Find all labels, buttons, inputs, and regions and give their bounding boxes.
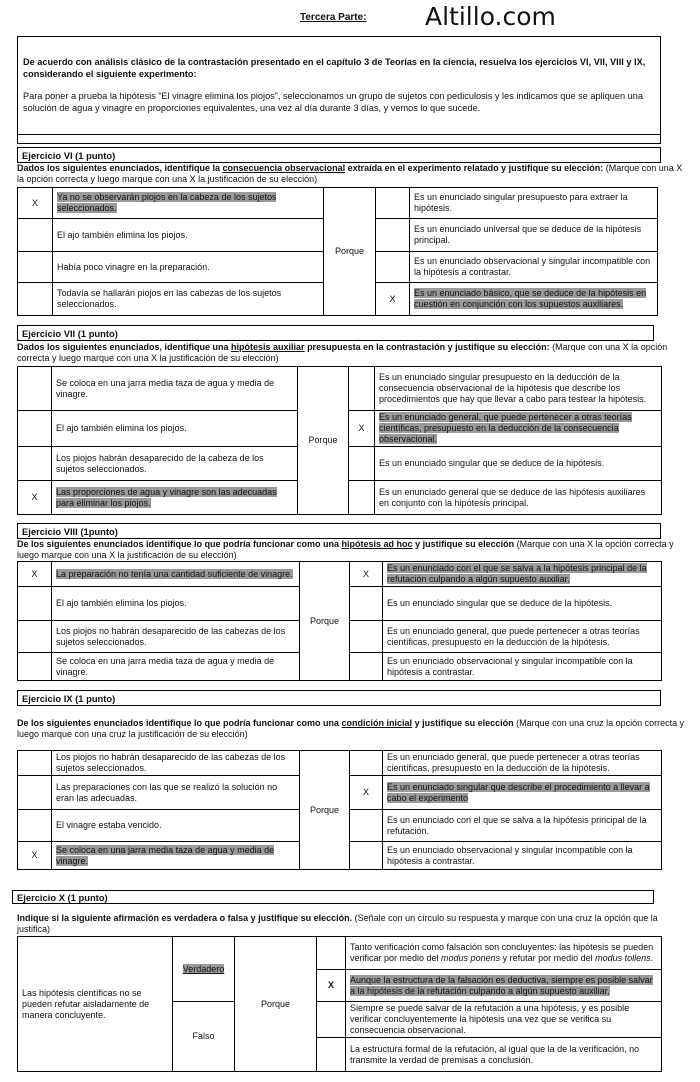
intro-instruction: De acuerdo con análisis clásico de la contrastación presentado en el capítulo 3 de Teorías en la ciencia, resuelva los ejercicios VI, VII, VIII y IX, considerando el siguiente experimento: [23,57,646,79]
intro-experiment: Para poner a prueba la hipótesis “El vinagre elimina los piojos”, seleccionamos un grupo de sujetos con pediculosis y les indicamos que se apliquen una solución de agua y vinagre en proporciones equivalentes, una vez al día durante 3 días, y vemos lo que sucede. [23,91,644,113]
ex9-right-option-3[interactable]: Es un enunciado con el que se salva a la hipótesis principal de la refutación. [383,810,662,842]
ex8-left-mark-4[interactable] [18,653,52,681]
ex7-table [17,366,662,515]
ex7-right-mark-1[interactable] [349,367,375,411]
ex6-instructions: Dados los siguientes enunciados, identifique la consecuencia observacional extraída en el experimento relatado y justifique su elección: (Marque con una X la opción correcta y luego marque con una X la justificación de su elección) [17,163,683,184]
ex7-left-option-2[interactable]: El ajo también elimina los piojos. [52,411,298,447]
ex7-right-mark-2[interactable]: X [349,411,375,447]
ex7-left-option-1[interactable]: Se coloca en una jarra media taza de agua y media de vinagre. [52,367,298,411]
ex7-right-option-4[interactable]: Es un enunciado general que se deduce de las hipótesis auxiliares en conjunto con la hipótesis principal. [375,481,662,515]
ex10-false-option[interactable]: Falso [173,1002,235,1072]
ex8-right-mark-1[interactable]: X [350,562,383,587]
ex10-right-option-3[interactable]: Siempre se puede salvar de la refutación a una hipótesis, y es posible verificar concluyentemente la hipótesis una vez que se verifica su consecuencia observacional. [346,1002,662,1038]
ex6-table [17,187,658,316]
ex7-left-option-4[interactable]: Las proporciones de agua y vinagre son las adecuadas para eliminar los piojos. [52,481,298,515]
ex9-right-option-1[interactable]: Es un enunciado general, que puede pertenecer a otras teorías científicas, presupuesto en la deducción de la hipótesis. [383,751,662,776]
intro-divider [17,134,661,144]
ex8-instructions: De los siguientes enunciados identifique lo que podría funcionar como una hipótesis ad hoc y justifique su elección (Marque con una X la opción correcta y luego marque con una X la justificación de su elección) [17,539,674,560]
ex6-right-mark-4[interactable]: X [376,283,410,316]
ex8-right-option-4[interactable]: Es un enunciado observacional y singular incompatible con la hipótesis a contrastar. [383,653,662,681]
ex9-right-mark-1[interactable] [350,751,383,776]
ex6-left-option-1[interactable]: Ya no se observarán piojos en la cabeza de los sujetos seleccionados. [53,188,324,219]
ex6-left-mark-4[interactable] [18,283,53,316]
ex9-right-option-4[interactable]: Es un enunciado observacional y singular incompatible con la hipótesis a contrastar. [383,842,662,870]
ex8-table [17,561,662,681]
ex7-right-mark-4[interactable] [349,481,375,515]
ex7-right-option-3[interactable]: Es un enunciado singular que se deduce de la hipótesis. [375,447,662,481]
ex8-left-option-3[interactable]: Los piojos no habrán desaparecido de las cabezas de los sujetos seleccionados. [52,621,300,653]
ex7-left-mark-4[interactable]: X [18,481,52,515]
ex9-left-option-1[interactable]: Los piojos no habrán desaparecido de las cabezas de los sujetos seleccionados. [52,751,300,776]
ex7-instructions: Dados los siguientes enunciados, identifique una hipótesis auxiliar presupuesta en la contrastación y justifique su elección: (Marque con una X la opción correcta y luego marque con una X la justificación de su elección) [17,342,668,363]
ex9-right-option-2[interactable]: Es un enunciado singular que describe el procedimiento a llevar a cabo el experimento [383,776,662,810]
ex6-left-option-4[interactable]: Todavía se hallarán piojos en las cabezas de los sujetos seleccionados. [53,283,324,316]
ex10-right-mark-2[interactable]: X [317,970,346,1002]
ex9-right-mark-3[interactable] [350,810,383,842]
ex10-table [17,936,662,1072]
ex6-left-mark-3[interactable] [18,252,53,283]
ex9-left-option-2[interactable]: Las preparaciones con las que se realizó la solución no eran las adecuadas. [52,776,300,810]
ex7-title: Ejercicio VII (1 punto) [17,325,654,341]
ex8-title: Ejercicio VIII (1punto) [17,523,661,539]
ex7-porque: Porque [298,367,349,515]
ex10-true-option[interactable]: Verdadero [173,937,235,1002]
ex8-right-option-3[interactable]: Es un enunciado general, que puede pertenecer a otras teorías científicas, presupuesto en la deducción de la hipótesis. [383,621,662,653]
ex7-right-option-1[interactable]: Es un enunciado singular presupuesto en la deducción de la consecuencia observacional de la hipótesis que describe los procedimientos que hay que llevar a cabo para testear la hipótesis. [375,367,662,411]
ex8-right-mark-3[interactable] [350,621,383,653]
ex8-right-mark-4[interactable] [350,653,383,681]
ex6-right-option-4[interactable]: Es un enunciado básico, que se deduce de la hipótesis en cuestión en conjunción con los supuestos auxiliares. [410,283,658,316]
ex10-right-option-4[interactable]: La estructura formal de la refutación, al igual que la de la verificación, no transmite la verdad de premisas a conclusión. [346,1038,662,1072]
ex9-title: Ejercicio IX (1 punto) [17,690,661,706]
brand-logo: Altillo.com [425,2,556,31]
ex6-right-option-1[interactable]: Es un enunciado singular presupuesto para extraer la hipótesis. [410,188,658,219]
ex9-left-mark-3[interactable] [18,810,52,842]
ex7-left-mark-1[interactable] [18,367,52,411]
ex10-right-mark-1[interactable] [317,937,346,970]
ex6-left-option-3[interactable]: Había poco vinagre en la preparación. [53,252,324,283]
ex7-left-mark-2[interactable] [18,411,52,447]
ex8-left-option-1[interactable]: La preparación no tenía una cantidad suficiente de vinagre. [52,562,300,587]
ex8-right-mark-2[interactable] [350,587,383,621]
ex10-title: Ejercicio X (1 punto) [12,890,654,904]
ex8-left-mark-3[interactable] [18,621,52,653]
ex8-left-mark-1[interactable]: X [18,562,52,587]
ex9-table [17,750,662,870]
ex9-left-mark-2[interactable] [18,776,52,810]
ex9-instructions: De los siguientes enunciados identifique lo que podría funcionar como una condición inicial y justifique su elección (Marque con una cruz la opción correcta y luego marque con una cruz la justificación de su elección) [17,718,685,739]
intro-box [17,36,661,135]
ex6-title: Ejercicio VI (1 punto) [17,147,661,163]
ex10-porque: Porque [235,937,317,1072]
ex8-right-option-1[interactable]: Es un enunciado con el que se salva a la hipótesis principal de la refutación culpando a algún supuesto auxiliar. [383,562,662,587]
ex6-right-mark-3[interactable] [376,252,410,283]
ex6-left-option-2[interactable]: El ajo también elimina los piojos. [53,219,324,252]
ex6-right-option-3[interactable]: Es un enunciado observacional y singular incompatible con la hipótesis a contrastar. [410,252,658,283]
ex6-left-mark-2[interactable] [18,219,53,252]
ex8-left-option-2[interactable]: El ajo también elimina los piojos. [52,587,300,621]
ex8-right-option-2[interactable]: Es un enunciado singular que se deduce de la hipótesis. [383,587,662,621]
ex7-left-mark-3[interactable] [18,447,52,481]
ex6-right-mark-2[interactable] [376,219,410,252]
ex9-porque: Porque [300,751,350,870]
ex10-right-option-1[interactable]: Tanto verificación como falsación son concluyentes: las hipótesis se pueden verificar por medio del modus ponens y refutar por medio del modus tollens. [346,937,662,970]
ex9-left-mark-4[interactable]: X [18,842,52,870]
ex9-right-mark-4[interactable] [350,842,383,870]
ex8-left-mark-2[interactable] [18,587,52,621]
ex9-left-mark-1[interactable] [18,751,52,776]
ex7-left-option-3[interactable]: Los piojos habrán desaparecido de la cabeza de los sujetos seleccionados. [52,447,298,481]
ex10-right-mark-4[interactable] [317,1038,346,1072]
ex8-left-option-4[interactable]: Se coloca en una jarra media taza de agua y media de vinagre. [52,653,300,681]
ex6-porque: Porque [324,188,376,316]
ex6-left-mark-1[interactable]: X [18,188,53,219]
ex10-right-option-2[interactable]: Aunque la estructura de la falsación es deductiva, siempre es posible salvar a la hipótesis de la refutación culpando a algún supuesto auxiliar. [346,970,662,1002]
ex6-right-mark-1[interactable] [376,188,410,219]
ex10-right-mark-3[interactable] [317,1002,346,1038]
ex8-porque: Porque [300,562,350,681]
ex6-right-option-2[interactable]: Es un enunciado universal que se deduce de la hipótesis principal. [410,219,658,252]
ex9-left-option-4[interactable]: Se coloca en una jarra media taza de agua y media de vinagre. [52,842,300,870]
ex9-right-mark-2[interactable]: X [350,776,383,810]
ex7-right-mark-3[interactable] [349,447,375,481]
ex7-right-option-2[interactable]: Es un enunciado general, que puede pertenecer a otras teorías científicas, presupuesto en la deducción de la consecuencia observacional. [375,411,662,447]
ex10-instructions: Indique si la siguiente afirmación es verdadera o falsa y justifique su elección. (Señale con un círculo su respuesta y marque con una cruz la opción que la justifica) [17,913,658,934]
ex9-left-option-3[interactable]: El vinagre estaba vencido. [52,810,300,842]
section-title: Tercera Parte: [300,12,367,23]
ex10-statement: Las hipótesis científicas no se pueden refutar aisladamente de manera concluyente. [18,937,173,1072]
